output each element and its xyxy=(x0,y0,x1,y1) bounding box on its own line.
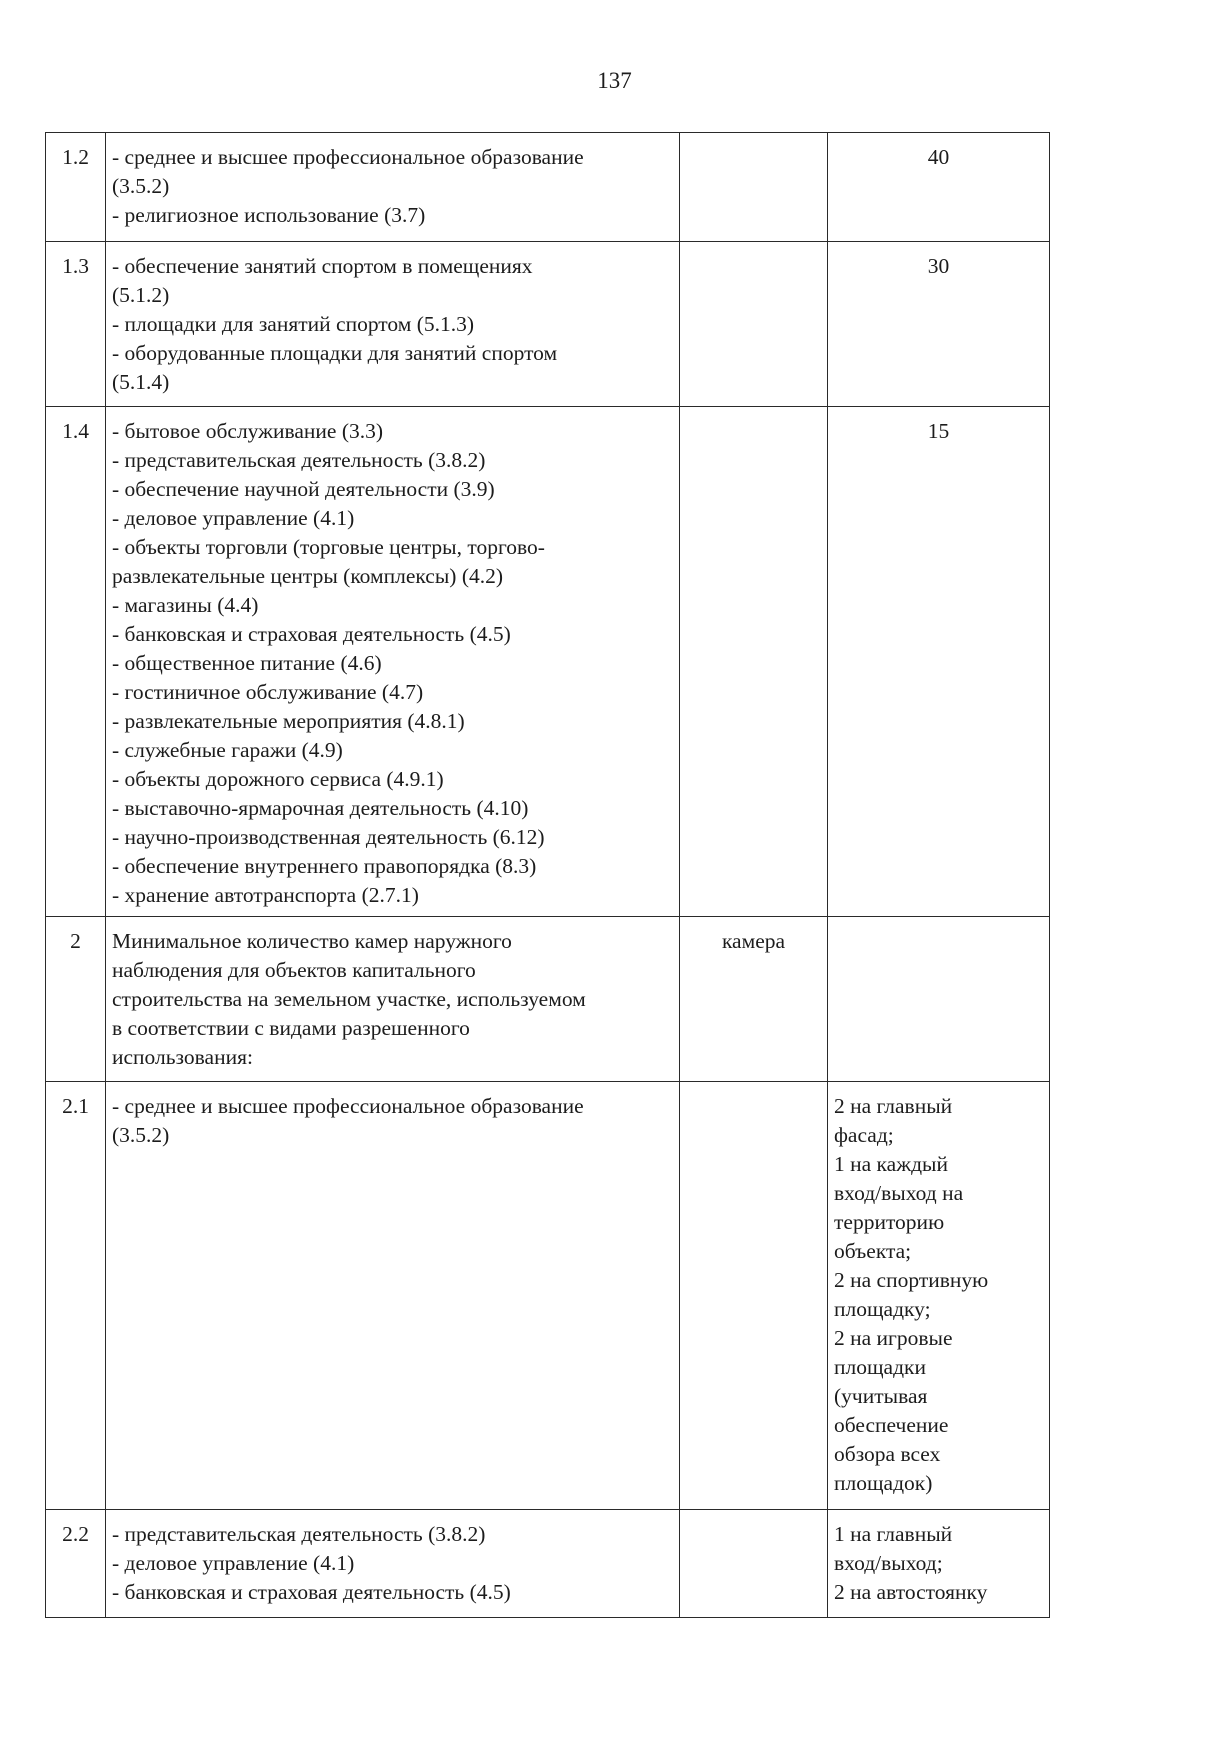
description-line: (3.5.2) xyxy=(112,1123,170,1147)
description-line: - представительская деятельность (3.8.2) xyxy=(112,1522,486,1546)
value-line: фасад; xyxy=(834,1123,894,1147)
row-number: 2.1 xyxy=(46,1082,106,1510)
row-number: 2 xyxy=(46,917,106,1082)
row-description xyxy=(106,242,680,407)
description-line: - банковская и страховая деятельность (4.5) xyxy=(112,622,511,646)
value-line: 30 xyxy=(927,254,950,278)
row-description xyxy=(106,917,680,1082)
value-line: 2 на главный xyxy=(834,1094,953,1118)
description-line: в соответствии с видами разрешенного xyxy=(112,1016,470,1040)
description-line: - магазины (4.4) xyxy=(112,593,259,617)
description-line: - среднее и высшее профессиональное образование xyxy=(112,145,584,169)
description-line: - обеспечение внутреннего правопорядка (8.3) xyxy=(112,854,537,878)
description-line: - религиозное использование (3.7) xyxy=(112,203,426,227)
value-line: обеспечение xyxy=(834,1413,949,1437)
description-line: развлекательные центры (комплексы) (4.2) xyxy=(112,564,504,588)
description-line: - научно-производственная деятельность (6.12) xyxy=(112,825,545,849)
value-line: площадок) xyxy=(834,1471,933,1495)
description-line: (5.1.4) xyxy=(112,370,170,394)
description-line: (3.5.2) xyxy=(112,174,170,198)
row-number: 1.3 xyxy=(46,242,106,407)
row-unit xyxy=(680,1082,828,1510)
value-line: 15 xyxy=(927,419,950,443)
description-line: - оборудованные площадки для занятий спортом xyxy=(112,341,558,365)
page-number: 137 xyxy=(597,68,632,93)
table-row xyxy=(46,917,1050,1082)
value-line: вход/выход; xyxy=(834,1551,943,1575)
value-line: вход/выход на xyxy=(834,1181,964,1205)
description-line: - гостиничное обслуживание (4.7) xyxy=(112,680,424,704)
row-number: 1.4 xyxy=(46,407,106,917)
row-value xyxy=(828,1082,1050,1510)
description-line: строительства на земельном участке, используемом xyxy=(112,987,586,1011)
description-line: использования: xyxy=(112,1045,253,1069)
description-line: - банковская и страховая деятельность (4.5) xyxy=(112,1580,511,1604)
description-line: - среднее и высшее профессиональное образование xyxy=(112,1094,584,1118)
table-row xyxy=(46,133,1050,242)
table-row xyxy=(46,1082,1050,1510)
description-line: - обеспечение научной деятельности (3.9) xyxy=(112,477,495,501)
table-row xyxy=(46,1510,1050,1618)
row-unit: камера xyxy=(680,917,828,1082)
table-row xyxy=(46,242,1050,407)
row-unit xyxy=(680,1510,828,1618)
table-row xyxy=(46,407,1050,917)
value-line: площадки xyxy=(834,1355,926,1379)
description-line: - служебные гаражи (4.9) xyxy=(112,738,343,762)
description-line: - объекты дорожного сервиса (4.9.1) xyxy=(112,767,444,791)
description-line: - хранение автотранспорта (2.7.1) xyxy=(112,883,419,907)
value-line: 2 на игровые xyxy=(834,1326,953,1350)
value-line: 40 xyxy=(927,145,950,169)
row-value xyxy=(828,133,1050,242)
description-line: - общественное питание (4.6) xyxy=(112,651,382,675)
value-line: территорию xyxy=(834,1210,945,1234)
value-line: обзора всех xyxy=(834,1442,941,1466)
value-line: 1 на главный xyxy=(834,1522,953,1546)
description-line: - объекты торговли (торговые центры, торгово- xyxy=(112,535,545,559)
description-line: - деловое управление (4.1) xyxy=(112,506,355,530)
row-unit xyxy=(680,242,828,407)
value-line: 1 на каждый xyxy=(834,1152,948,1176)
description-line: - площадки для занятий спортом (5.1.3) xyxy=(112,312,475,336)
row-number: 2.2 xyxy=(46,1510,106,1618)
row-description xyxy=(106,133,680,242)
row-description xyxy=(106,1510,680,1618)
description-line: - обеспечение занятий спортом в помещениях xyxy=(112,254,533,278)
row-value xyxy=(828,1510,1050,1618)
description-line: - деловое управление (4.1) xyxy=(112,1551,355,1575)
row-number: 1.2 xyxy=(46,133,106,242)
row-description xyxy=(106,1082,680,1510)
row-unit xyxy=(680,407,828,917)
value-line: площадку; xyxy=(834,1297,931,1321)
description-line: (5.1.2) xyxy=(112,283,170,307)
value-line: 2 на автостоянку xyxy=(834,1580,988,1604)
description-line: - выставочно-ярмарочная деятельность (4.10) xyxy=(112,796,529,820)
description-line: - представительская деятельность (3.8.2) xyxy=(112,448,486,472)
row-description xyxy=(106,407,680,917)
value-line: объекта; xyxy=(834,1239,912,1263)
row-value xyxy=(828,407,1050,917)
description-line: наблюдения для объектов капитального xyxy=(112,958,476,982)
row-unit xyxy=(680,133,828,242)
row-value xyxy=(828,917,1050,1082)
requirements-table xyxy=(45,132,1050,1618)
value-line: 2 на спортивную xyxy=(834,1268,989,1292)
row-value xyxy=(828,242,1050,407)
value-line: (учитывая xyxy=(834,1384,928,1408)
description-line: Минимальное количество камер наружного xyxy=(112,929,512,953)
description-line: - развлекательные мероприятия (4.8.1) xyxy=(112,709,465,733)
description-line: - бытовое обслуживание (3.3) xyxy=(112,419,384,443)
